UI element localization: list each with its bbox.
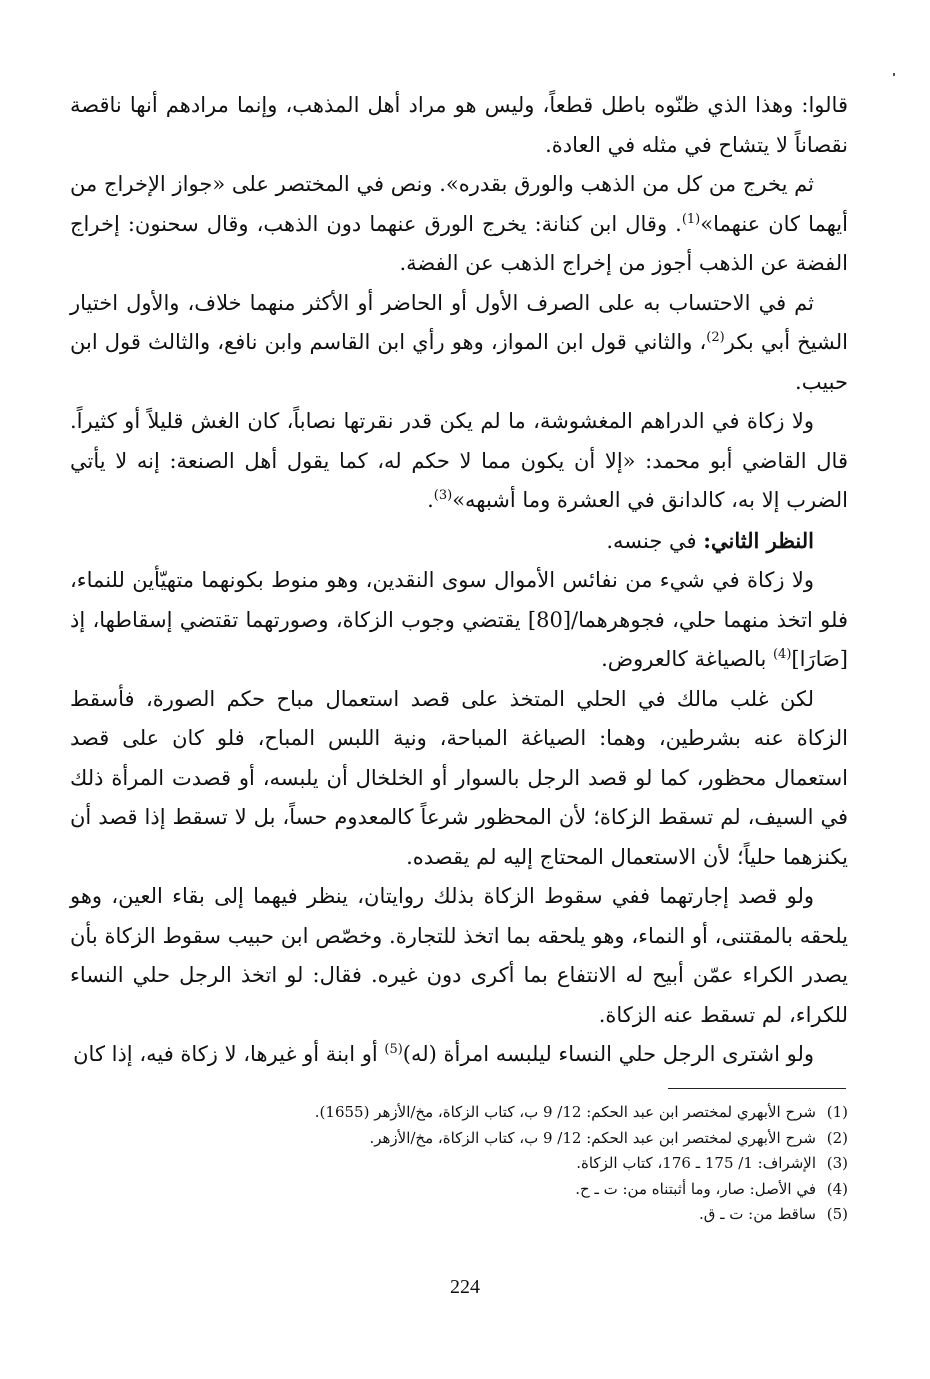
footnote-number: (3) (826, 1154, 848, 1172)
footnote-ref-3[interactable]: (3) (433, 488, 453, 503)
footnote-text: ساقط من: ت ـ ق. (698, 1205, 816, 1223)
footnote-text: في الأصل: صار، وما أثبتناه من: ت ـ ح. (575, 1179, 816, 1198)
paragraph-2 (70, 165, 848, 284)
paragraph-5-text-a: ولا زكاة في شيء من نفائس الأموال سوى النقدين، وهو منوط بكونهما متهيّأين للنماء، فلو اتخذ منهما حلي، فجوهرهما/[80] يقتضي وجوب الزكاة، وصورتهما تقتضي إسقاطها، إذ [صَارَا] (70, 568, 848, 671)
paragraph-3 (70, 284, 848, 403)
paragraph-8 (70, 1035, 848, 1075)
footnotes (120, 1100, 848, 1228)
scan-speck (893, 73, 895, 76)
paragraph-4-text-b: . (427, 488, 434, 512)
paragraph-2-text-b: . وقال ابن كنانة: يخرج الورق عنهما دون الذهب، وقال سحنون: إخراج الفضة عن الذهب أجوز من إخراج الذهب عن الفضة. (70, 211, 848, 275)
footnote-3 (120, 1151, 848, 1177)
section-heading: النظر الثاني: (703, 527, 814, 553)
page-number: 224 (450, 1276, 480, 1298)
paragraph-8-text-b: أو ابنة أو غيرها، لا زكاة فيه، إذا كان (73, 1042, 385, 1066)
footnote-5 (120, 1202, 848, 1228)
footnote-ref-4[interactable]: (4) (772, 647, 792, 662)
main-text (70, 86, 848, 1075)
footnote-number: (4) (826, 1179, 848, 1198)
paragraph-3-text-a: ثم في الاحتساب به على الصرف الأول أو الحاضر أو الأكثر منهما خلاف، والأول اختيار الشيخ أبي بكر (70, 290, 849, 354)
footnote-text: شرح الأبهري لمختصر ابن عبد الحكم: 12/ 9 ب، كتاب الزكاة، مخ/الأزهر (1655). (314, 1103, 816, 1121)
footnote-text: شرح الأبهري لمختصر ابن عبد الحكم: 12/ 9 ب، كتاب الزكاة، مخ/الأزهر. (369, 1128, 816, 1147)
paragraph-4 (70, 402, 848, 521)
paragraph-4-text-a: ولا زكاة في الدراهم المغشوشة، ما لم يكن قدر نقرتها نصاباً، كان الغش قليلاً أو كثيراً. قال القاضي أبو محمد: «إلا أن يكون مما لا حكم له، كما يقول أهل الصنعة: إنه لا يأتي الضرب إلا به، كالدانق في العشرة وما أشبهه» (70, 409, 848, 512)
paragraph-6: لكن غلب مالك في الحلي المتخذ على قصد استعمال مباح حكم الصورة، فأسقط الزكاة عنه بشرطين، وهما: الصياغة المباحة، ونية اللبس المباح، فلو كان على قصد استعمال محظور، كما لو قصد الرجل بالسوار أو الخلخال أن يلبسه، أو قصدت المرأة ذلك في السيف، لم تسقط الزكاة؛ لأن المحظور شرعاً كالمعدوم حساً، بل لا تسقط إذا قصد أن يكنزهما حلياً؛ لأن الاستعمال المحتاج إليه لم يقصده. (70, 686, 848, 869)
footnote-number: (2) (826, 1128, 848, 1147)
footnote-divider (668, 1088, 846, 1089)
paragraph-7: ولو قصد إجارتهما ففي سقوط الزكاة بذلك روايتان، ينظر فيهما إلى بقاء العين، وهو يلحقه بالمقتنى، أو النماء، وهو يلحقه بما اتخذ للتجارة. وخصّص ابن حبيب سقوط الزكاة بأن يصدر الكراء عمّن أبيح له الانتفاع بما أكرى دون غيره. فقال: لو اتخذ الرجل حلي النساء للكراء، لم تسقط عنه الزكاة. (70, 884, 848, 1027)
section-heading-line (70, 521, 848, 562)
paragraph-5-text-b: بالصياغة كالعروض. (601, 647, 773, 671)
footnote-number: (5) (826, 1205, 848, 1223)
paragraph-3-text-b: ، والثاني قول ابن المواز، وهو رأي ابن القاسم وابن نافع، والثالث قول ابن حبيب. (70, 330, 848, 394)
paragraph-5 (70, 561, 848, 680)
footnote-text: الإشراف: 1/ 175 ـ 176، كتاب الزكاة. (576, 1154, 816, 1172)
footnote-ref-2[interactable]: (2) (706, 330, 725, 345)
footnote-number: (1) (826, 1103, 848, 1121)
footnote-2 (120, 1126, 848, 1152)
footnote-4 (120, 1177, 848, 1203)
footnote-ref-1[interactable]: (1) (681, 211, 701, 227)
footnote-1 (120, 1100, 848, 1126)
footnote-ref-5[interactable]: (5) (384, 1042, 403, 1057)
paragraph-2-text-a: ثم يخرج من كل من الذهب والورق بقدره». ونص في المختصر على «جواز الإخراج من أيهما كان عنهما» (70, 172, 848, 236)
paragraph-1: قالوا: وهذا الذي ظنّوه باطل قطعاً، وليس هو مراد أهل المذهب، وإنما مرادهم أنها ناقصة نقصاناً لا يتشاح في مثله في العادة. (70, 93, 848, 157)
section-heading-rest: في جنسه. (606, 528, 704, 553)
paragraph-8-text-a: ولو اشترى الرجل حلي النساء ليلبسه امرأة (له) (402, 1042, 814, 1066)
